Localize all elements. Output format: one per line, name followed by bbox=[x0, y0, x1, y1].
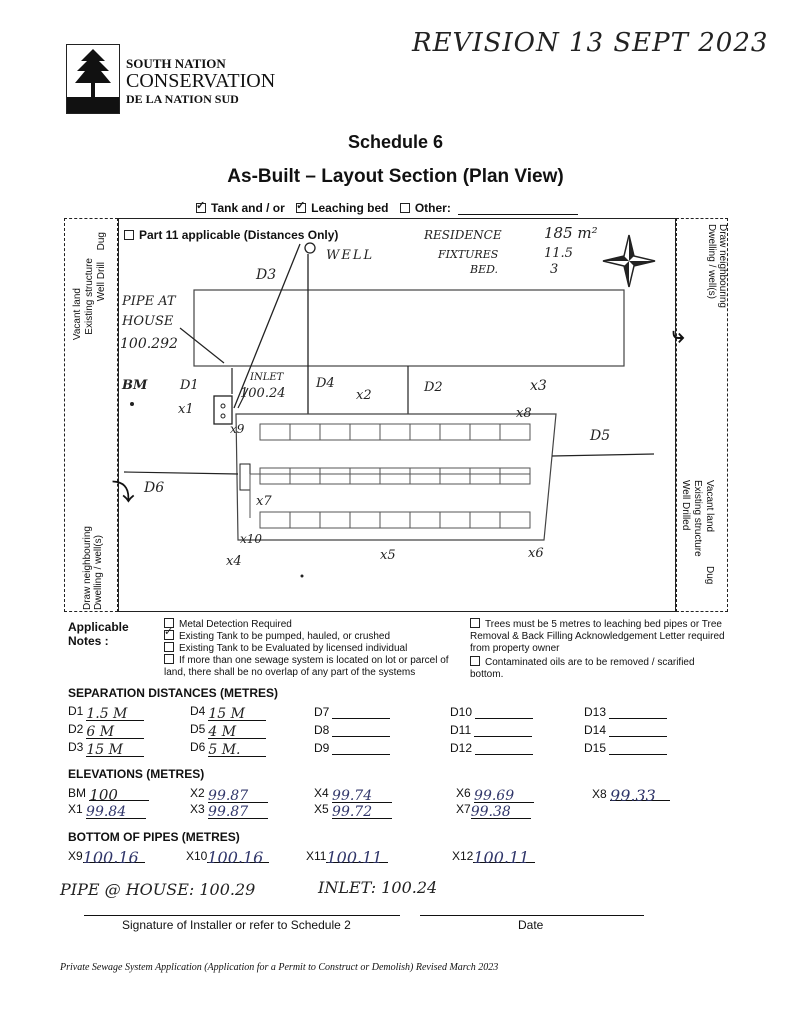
signature-line[interactable] bbox=[84, 915, 400, 916]
bed-label: BED. bbox=[470, 263, 499, 276]
elev-x6-value[interactable]: 99.69 bbox=[474, 788, 534, 803]
sketch-label-d4: D4 bbox=[316, 376, 335, 391]
sep-value[interactable] bbox=[474, 722, 532, 737]
sep-d6 bbox=[190, 740, 266, 757]
sep-label: D15 bbox=[584, 741, 607, 755]
sep-label: D4 bbox=[190, 704, 206, 718]
pipe-x9: X9100.16 bbox=[68, 848, 145, 863]
note-tank-pumped-checkbox[interactable] bbox=[164, 630, 174, 640]
sep-label: D6 bbox=[190, 740, 206, 754]
note-trees: Trees must be 5 metres to leaching bed pipes or Tree Removal & Back Filling Acknowledgement Letter required from property owner bbox=[470, 619, 725, 654]
sep-label: D13 bbox=[584, 705, 607, 719]
other-checkbox[interactable] bbox=[400, 203, 410, 213]
elev-x2-value[interactable]: 99.87 bbox=[208, 788, 268, 803]
sep-d7 bbox=[314, 704, 390, 719]
logo-line2: CONSERVATION bbox=[126, 70, 276, 92]
other-field[interactable] bbox=[458, 200, 578, 215]
pipe-x11: X11100.11 bbox=[306, 848, 388, 863]
elev-x6: X6 99.69 bbox=[456, 786, 534, 803]
sep-label: D5 bbox=[190, 722, 206, 736]
pipe-x10-value[interactable]: 100.16 bbox=[207, 848, 269, 863]
handnote-pipe-house: PIPE @ HOUSE: 100.29 bbox=[60, 880, 256, 899]
sep-label: D8 bbox=[314, 723, 330, 737]
elev-x7-value[interactable]: 99.38 bbox=[471, 804, 531, 819]
sketch-label-d2: D2 bbox=[424, 380, 443, 395]
part11-label: Part 11 applicable (Distances Only) bbox=[124, 228, 338, 242]
sketch-label-d1: D1 bbox=[180, 378, 199, 393]
pipe-value: 100.292 bbox=[120, 336, 178, 352]
fixtures-value: 11.5 bbox=[544, 246, 573, 261]
left-existing-label: Existing structure bbox=[84, 258, 95, 335]
left-vacant-label: Vacant land bbox=[72, 288, 83, 341]
pipe-x9-value[interactable]: 100.16 bbox=[83, 848, 145, 863]
residence-value: 185 m² bbox=[544, 224, 598, 242]
sep-d11 bbox=[450, 722, 532, 737]
sketch-label-x10: x10 bbox=[240, 532, 263, 546]
sketch-label-x6: x6 bbox=[528, 546, 544, 561]
sep-value[interactable]: 15 M bbox=[208, 706, 266, 721]
sep-d13 bbox=[584, 704, 667, 719]
sep-d1 bbox=[68, 704, 144, 721]
elev-x8-value[interactable]: 99.33 bbox=[610, 786, 670, 801]
right-arrow-icon: ⤷ bbox=[672, 322, 685, 347]
tank-label: Tank and / or bbox=[211, 201, 285, 215]
well-label: WELL bbox=[326, 248, 375, 263]
signature-label: Signature of Installer or refer to Schedule 2 bbox=[122, 918, 351, 932]
sketch-label-x4: x4 bbox=[226, 554, 242, 569]
sketch-label-x1: x1 bbox=[178, 402, 194, 417]
tank-checkbox[interactable] bbox=[196, 203, 206, 213]
elev-x5: X5 99.72 bbox=[314, 802, 392, 819]
sep-label: D9 bbox=[314, 741, 330, 755]
elev-x3: X3 99.87 bbox=[190, 802, 268, 819]
sep-value[interactable]: 15 M bbox=[86, 742, 144, 757]
sketch-label-d5: D5 bbox=[590, 428, 611, 444]
sep-label: D12 bbox=[450, 741, 473, 755]
sep-d2 bbox=[68, 722, 144, 739]
left-arrow-icon: ⤵ bbox=[112, 480, 135, 505]
applicable-heading: Applicable Notes : bbox=[68, 620, 129, 648]
sep-d4 bbox=[190, 704, 266, 721]
sketch-label-d3: D3 bbox=[256, 267, 277, 283]
sep-value[interactable] bbox=[609, 740, 667, 755]
right-draw-label: Draw neighbouring Dwelling / well(s) bbox=[706, 224, 728, 308]
fixtures-label: FIXTURES bbox=[438, 248, 499, 261]
site-sketch bbox=[118, 218, 674, 610]
sep-label: D1 bbox=[68, 704, 84, 718]
note-multiple-systems: If more than one sewage system is located on lot or parcel of land, there shall be no overlap of any part of the systems bbox=[164, 655, 449, 678]
left-dug-label: Dug bbox=[96, 232, 107, 251]
sep-d15 bbox=[584, 740, 667, 755]
sep-value[interactable] bbox=[475, 704, 533, 719]
leaching-label: Leaching bed bbox=[311, 201, 389, 215]
sep-d12 bbox=[450, 740, 533, 755]
inlet-label: INLET bbox=[250, 372, 284, 383]
note-contaminated: Contaminated oils are to be removed / scarified bottom. bbox=[470, 657, 695, 680]
sep-d8 bbox=[314, 722, 390, 737]
sep-value[interactable] bbox=[475, 740, 533, 755]
sketch-label-x8: x8 bbox=[516, 406, 532, 421]
logo bbox=[66, 44, 306, 116]
pipe-at-house-label: PIPE AT HOUSE bbox=[122, 294, 176, 329]
left-welldrill-label: Well Drill bbox=[96, 262, 107, 302]
elev-x4-value[interactable]: 99.74 bbox=[332, 788, 392, 803]
sep-d14 bbox=[584, 722, 667, 737]
elev-x2: X2 99.87 bbox=[190, 786, 268, 803]
sep-label: D14 bbox=[584, 723, 607, 737]
sep-label: D7 bbox=[314, 705, 330, 719]
sketch-label-x9: x9 bbox=[230, 422, 245, 436]
sep-d5 bbox=[190, 722, 266, 739]
note-metal: Metal Detection Required bbox=[164, 618, 464, 631]
sep-d9 bbox=[314, 740, 390, 755]
note-tank-evaluated-checkbox[interactable] bbox=[164, 642, 174, 652]
compass-icon bbox=[603, 235, 655, 287]
elev-x8: X8 99.33 bbox=[592, 786, 670, 801]
pipe-x12: X12100.11 bbox=[452, 848, 535, 863]
separation-heading: SEPARATION DISTANCES (METRES) bbox=[68, 686, 279, 700]
right-vacant-label: Vacant land bbox=[704, 480, 715, 533]
note-tank-evaluated: Existing Tank to be Evaluated by licensed individual bbox=[164, 642, 464, 655]
bottom-pipes-heading: BOTTOM OF PIPES (METRES) bbox=[68, 830, 240, 844]
right-dug-label: Dug bbox=[704, 566, 715, 585]
logo-tree-icon bbox=[66, 44, 120, 114]
revision-note: REVISION 13 SEPT 2023 bbox=[412, 28, 769, 58]
sketch-label-x7: x7 bbox=[256, 494, 272, 509]
other-label: Other: bbox=[414, 201, 451, 215]
note-tank-pumped: ✓Existing Tank to be pumped, hauled, or crushed bbox=[164, 630, 464, 643]
pipe-x11-value[interactable]: 100.11 bbox=[326, 848, 388, 863]
note-multiple-systems-checkbox[interactable] bbox=[164, 654, 174, 664]
elev-x1-value[interactable]: 99.84 bbox=[86, 804, 146, 819]
handnote-inlet: INLET: 100.24 bbox=[318, 878, 438, 897]
note-trees-checkbox[interactable] bbox=[470, 618, 480, 628]
bed-value: 3 bbox=[550, 262, 559, 277]
sketch-label-x3: x3 bbox=[530, 378, 547, 394]
page-subtitle: As-Built – Layout Section (Plan View) bbox=[227, 166, 564, 187]
sep-value[interactable]: 6 M bbox=[86, 724, 144, 739]
right-welldrilled-label: Well Drilled bbox=[680, 480, 691, 531]
sketch-label-d6: D6 bbox=[144, 480, 165, 496]
inlet-value: 100.24 bbox=[240, 386, 286, 401]
left-draw-label: Draw neighbouring Dwelling / well(s) bbox=[82, 526, 104, 610]
sep-label: D2 bbox=[68, 722, 84, 736]
pipe-x10: X10100.16 bbox=[186, 848, 269, 863]
elevations-heading: ELEVATIONS (METRES) bbox=[68, 767, 205, 781]
elev-x4: X4 99.74 bbox=[314, 786, 392, 803]
page-title: Schedule 6 bbox=[347, 132, 444, 152]
elev-bm: BM 100 bbox=[68, 786, 149, 801]
logo-line1: SOUTH NATION bbox=[126, 56, 226, 71]
logo-line3: DE LA NATION SUD bbox=[126, 92, 239, 106]
right-existing-label: Existing structure bbox=[692, 480, 703, 557]
elev-x1: X1 99.84 bbox=[68, 802, 146, 819]
sep-d10 bbox=[450, 704, 533, 719]
elev-x7: X799.38 bbox=[456, 802, 531, 819]
elev-bm-value[interactable]: 100 bbox=[89, 786, 149, 801]
sep-label: D10 bbox=[450, 705, 473, 719]
sep-value[interactable] bbox=[609, 722, 667, 737]
sep-value[interactable] bbox=[609, 704, 667, 719]
date-label: Date bbox=[518, 918, 544, 932]
residence-label: RESIDENCE bbox=[424, 228, 502, 242]
date-line[interactable] bbox=[420, 915, 644, 916]
leaching-checkbox[interactable] bbox=[296, 203, 306, 213]
elev-x5-value[interactable]: 99.72 bbox=[332, 804, 392, 819]
sketch-label-x2: x2 bbox=[356, 388, 372, 403]
system-options bbox=[196, 200, 578, 215]
note-contaminated-checkbox[interactable] bbox=[470, 656, 480, 666]
sep-value[interactable]: 5 M. bbox=[208, 742, 266, 757]
sketch-label-x5: x5 bbox=[380, 548, 396, 563]
pipe-x12-value[interactable]: 100.11 bbox=[473, 848, 535, 863]
sep-d3 bbox=[68, 740, 144, 757]
sep-label: D11 bbox=[450, 723, 472, 737]
sep-value[interactable] bbox=[332, 740, 390, 755]
sep-label: D3 bbox=[68, 740, 84, 754]
bm-label: BM bbox=[122, 378, 148, 393]
sep-value[interactable]: 4 M bbox=[208, 724, 266, 739]
sep-value[interactable]: 1.5 M bbox=[86, 706, 144, 721]
sep-value[interactable] bbox=[332, 704, 390, 719]
footer-text: Private Sewage System Application (Application for a Permit to Construct or Demolish) Revised March 2023 bbox=[60, 962, 499, 973]
elev-x3-value[interactable]: 99.87 bbox=[208, 804, 268, 819]
sep-value[interactable] bbox=[332, 722, 390, 737]
